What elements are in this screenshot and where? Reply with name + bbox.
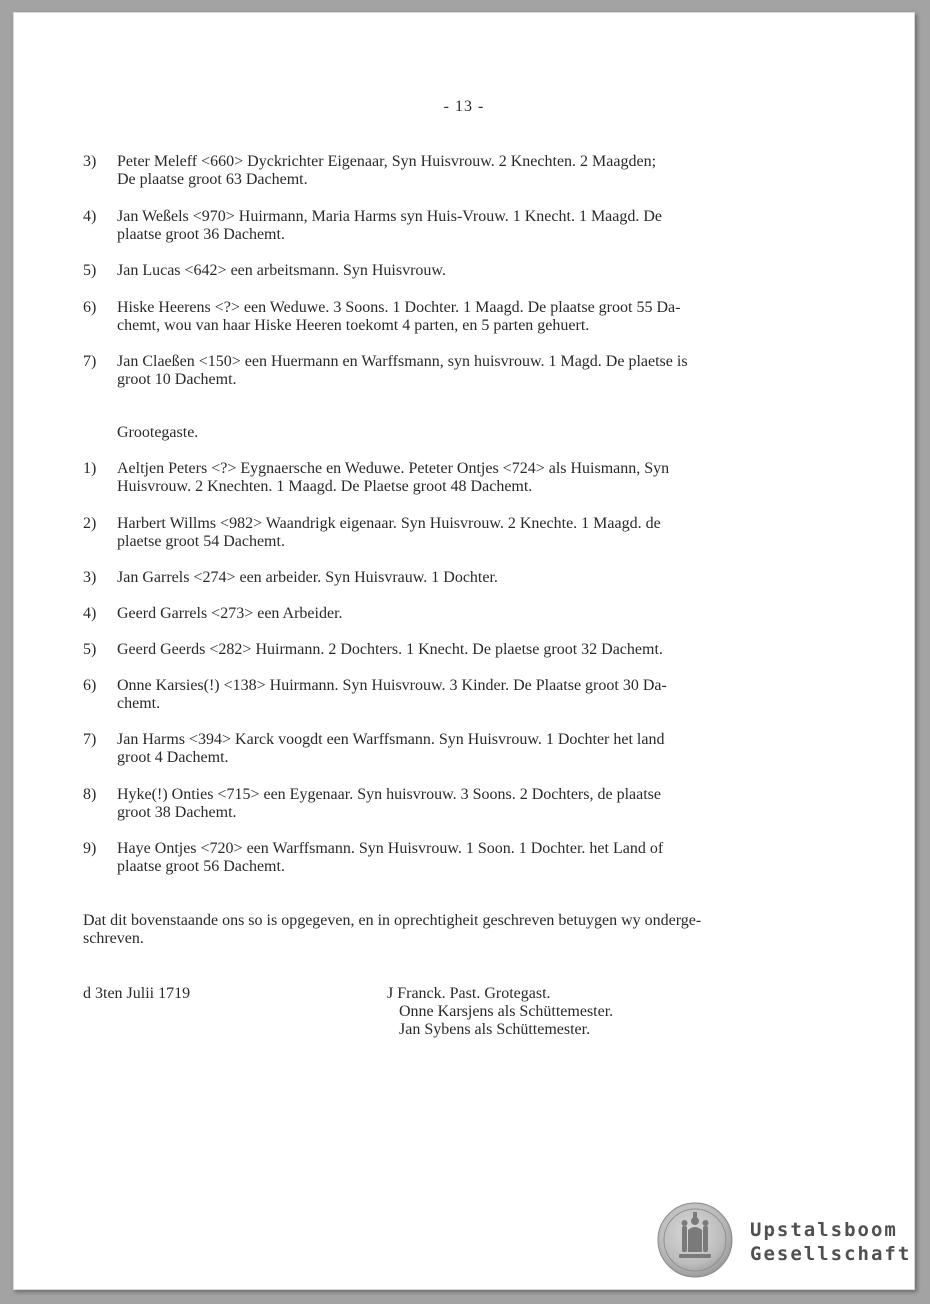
- entry-number: 4): [83, 605, 97, 622]
- entry-line: Haye Ontjes <720> een Warffsmann. Syn Huisvrouw. 1 Soon. 1 Dochter. het Land of: [117, 840, 664, 857]
- document-page: [13, 12, 915, 1290]
- entry-number: 8): [83, 786, 97, 803]
- entry-line: De plaatse groot 63 Dachemt.: [117, 171, 308, 188]
- entry-line: plaetse groot 54 Dachemt.: [117, 533, 285, 550]
- entry-line: Hiske Heerens <?> een Weduwe. 3 Soons. 1 Dochter. 1 Maagd. De plaatse groot 55 Da-: [117, 299, 681, 316]
- entry-line: groot 10 Dachemt.: [117, 371, 237, 388]
- entry-7: [83, 353, 833, 389]
- entry-text: [117, 605, 833, 623]
- entry-text: [117, 569, 833, 587]
- entry-line: Peter Meleff <660> Dyckrichter Eigenaar, Syn Huisvrouw. 2 Knechten. 2 Maagden;: [117, 153, 657, 170]
- signature-line: J Franck. Past. Grotegast.: [387, 985, 551, 1002]
- entry-4: [83, 208, 833, 244]
- closing-statement: [83, 912, 701, 948]
- entry-line: Jan Harms <394> Karck voogdt een Warffsmann. Syn Huisvrouw. 1 Dochter het land: [117, 731, 665, 748]
- entry-line: groot 38 Dachemt.: [117, 804, 237, 821]
- entry-number: 3): [83, 153, 97, 170]
- entry-number: 7): [83, 731, 97, 748]
- entry-text: [117, 460, 833, 496]
- signature-line: Jan Sybens als Schüttemester.: [399, 1021, 591, 1038]
- entry-number: 6): [83, 299, 97, 316]
- entry-number: 3): [83, 569, 97, 586]
- entry-line: Jan Claeßen <150> een Huermann en Warffsmann, syn huisvrouw. 1 Magd. De plaetse is: [117, 353, 688, 370]
- entry-1: [83, 460, 833, 496]
- entry-number: 6): [83, 677, 97, 694]
- entry-7b: [83, 731, 833, 767]
- page-number: - 13 -: [443, 98, 485, 115]
- entry-text: [117, 677, 833, 713]
- entry-number: 5): [83, 262, 97, 279]
- entry-line: chemt.: [117, 695, 161, 712]
- entry-line: groot 4 Dachemt.: [117, 749, 229, 766]
- entry-text: [117, 840, 833, 876]
- entry-4b: [83, 605, 833, 623]
- entry-line: Jan Weßels <970> Huirmann, Maria Harms syn Huis-Vrouw. 1 Knecht. 1 Maagd. De: [117, 208, 663, 225]
- entry-line: Geerd Garrels <273> een Arbeider.: [117, 605, 343, 622]
- entry-2: [83, 515, 833, 551]
- entry-line: Aeltjen Peters <?> Eygnaersche en Weduwe. Peteter Ontjes <724> als Huismann, Syn: [117, 460, 670, 477]
- entry-line: chemt, wou van haar Hiske Heeren toekomt 4 parten, en 5 parten gehuert.: [117, 317, 590, 334]
- document-date: d 3ten Julii 1719: [83, 985, 191, 1002]
- entry-number: 1): [83, 460, 97, 477]
- entry-6b: [83, 677, 833, 713]
- entry-line: Huisvrouw. 2 Knechten. 1 Maagd. De Plaetse groot 48 Dachemt.: [117, 478, 533, 495]
- entry-3: [83, 153, 833, 189]
- closing-line: Dat dit bovenstaande ons so is opgegeven, en in oprechtigheit geschreven betuygen wy onderge-: [83, 912, 702, 929]
- seal-icon: [657, 1202, 733, 1278]
- entry-number: 2): [83, 515, 97, 532]
- entry-5b: [83, 641, 833, 659]
- entry-line: Harbert Willms <982> Waandrigk eigenaar. Syn Huisvrouw. 2 Knechte. 1 Maagd. de: [117, 515, 661, 532]
- entry-number: 4): [83, 208, 97, 225]
- entry-text: [117, 208, 833, 244]
- entry-line: Geerd Geerds <282> Huirmann. 2 Dochters. 1 Knecht. De plaetse groot 32 Dachemt.: [117, 641, 663, 658]
- signature-line: Onne Karsjens als Schüttemester.: [399, 1003, 614, 1020]
- publisher-line: Gesellschaft: [750, 1243, 912, 1265]
- entry-number: 5): [83, 641, 97, 658]
- publisher-logo: [750, 1218, 911, 1266]
- entry-text: [117, 153, 833, 189]
- closing-line: schreven.: [83, 930, 144, 947]
- entry-line: Jan Lucas <642> een arbeitsmann. Syn Huisvrouw.: [117, 262, 446, 279]
- publisher-line: Upstalsboom: [750, 1219, 898, 1241]
- entry-8b: [83, 786, 833, 822]
- entry-5: [83, 262, 833, 280]
- entry-6: [83, 299, 833, 335]
- entry-line: Onne Karsies(!) <138> Huirmann. Syn Huisvrouw. 3 Kinder. De Plaatse groot 30 Da-: [117, 677, 667, 694]
- entry-text: [117, 731, 833, 767]
- signature-block: [387, 985, 613, 1039]
- entry-number: 9): [83, 840, 97, 857]
- entry-line: plaatse groot 36 Dachemt.: [117, 226, 285, 243]
- entry-9b: [83, 840, 833, 876]
- entry-text: [117, 353, 833, 389]
- entry-line: Jan Garrels <274> een arbeider. Syn Huisvrauw. 1 Dochter.: [117, 569, 498, 586]
- entry-text: [117, 299, 833, 335]
- entry-text: [117, 262, 833, 280]
- entry-number: 7): [83, 353, 97, 370]
- section-heading: Grootegaste.: [117, 424, 199, 441]
- entry-text: [117, 641, 833, 659]
- entry-text: [117, 515, 833, 551]
- entry-line: Hyke(!) Onties <715> een Eygenaar. Syn huisvrouw. 3 Soons. 2 Dochters, de plaatse: [117, 786, 662, 803]
- entry-text: [117, 786, 833, 822]
- entry-line: plaatse groot 56 Dachemt.: [117, 858, 285, 875]
- entry-3b: [83, 569, 833, 587]
